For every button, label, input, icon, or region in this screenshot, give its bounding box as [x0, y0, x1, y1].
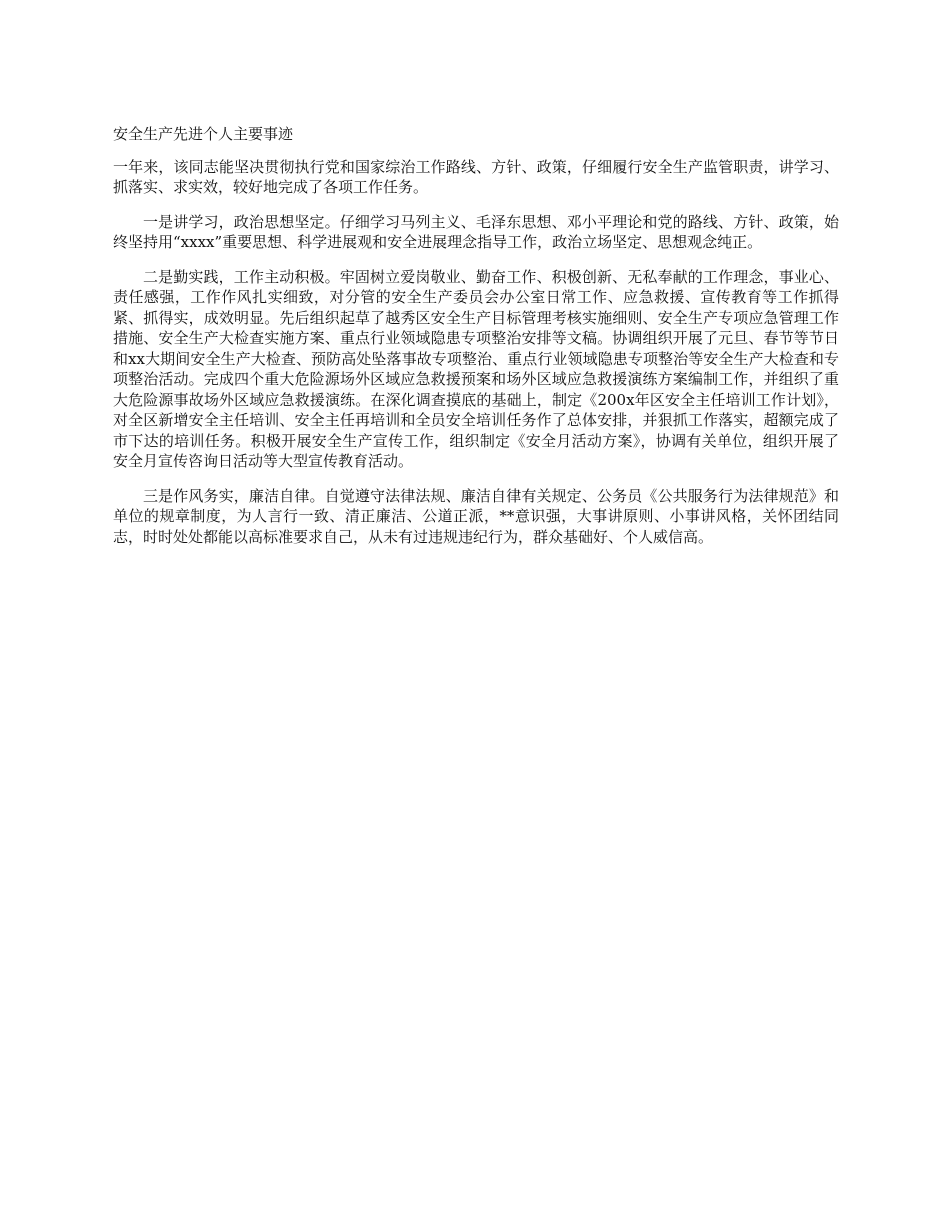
document-page — [113, 124, 839, 561]
paragraph-study: 一是讲学习，政治思想坚定。仔细学习马列主义、毛泽东思想、邓小平理论和党的路线、方针、政策，始终坚持用“xxxx”重要思想、科学进展观和安全进展理念指导工作，政治立场坚定、思想观念纯正。 — [113, 212, 839, 251]
paragraph-practice: 二是勤实践，工作主动积极。牢固树立爱岗敬业、勤奋工作、积极创新、无私奉献的工作理念，事业心、责任感强，工作作风扎实细致，对分管的安全生产委员会办公室日常工作、应急救援、宣传教育等工作抓得紧、抓得实，成效明显。先后组织起草了越秀区安全生产目标管理考核实施细则、安全生产专项应急管理工作措施、安全生产大检查实施方案、重点行业领域隐患专项整治安排等文稿。协调组织开展了元旦、春节等节日和xx大期间安全生产大检查、预防高处坠落事故专项整治、重点行业领域隐患专项整治等安全生产大检查和专项整治活动。完成四个重大危险源场外区域应急救援预案和场外区域应急救援演练方案编制工作，并组织了重大危险源事故场外区域应急救援演练。在深化调查摸底的基础上，制定《200x年区安全主任培训工作计划》，对全区新增安全主任培训、安全主任再培训和全员安全培训任务作了总体安排，并狠抓工作落实，超额完成了市下达的培训任务。积极开展安全生产宣传工作，组织制定《安全月活动方案》，协调有关单位，组织开展了安全月宣传咨询日活动等大型宣传教育活动。 — [113, 267, 839, 470]
paragraph-integrity: 三是作风务实，廉洁自律。自觉遵守法律法规、廉洁自律有关规定、公务员《公共服务行为法律规范》和单位的规章制度，为人言行一致、清正廉洁、公道正派，**意识强，大事讲原则、小事讲风格，关怀团结同志，时时处处都能以高标准要求自己，从未有过违规违纪行为，群众基础好、个人威信高。 — [113, 486, 839, 546]
document-title: 安全生产先进个人主要事迹 — [113, 125, 294, 143]
paragraph-intro: 一年来，该同志能坚决贯彻执行党和国家综治工作路线、方针、政策，仔细履行安全生产监管职责，讲学习、抓落实、求实效，较好地完成了各项工作任务。 — [113, 157, 839, 196]
